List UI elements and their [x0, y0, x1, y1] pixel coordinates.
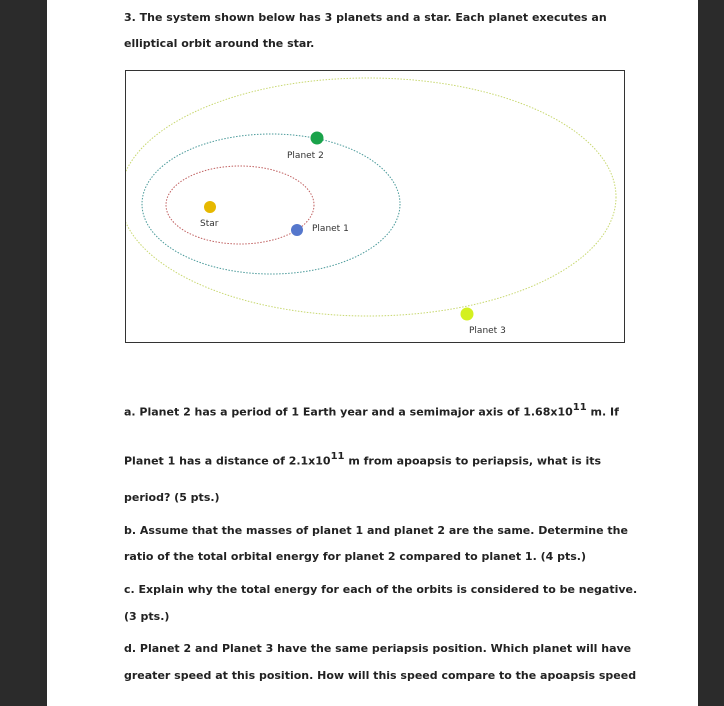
- planet-3-label: Planet 3: [469, 326, 506, 336]
- orbit-diagram-svg: [126, 71, 624, 342]
- planet-2-label: Planet 2: [287, 151, 324, 161]
- orbit-planet-2: [142, 134, 400, 274]
- question-a-line2: Planet 1 has a distance of $2.1x10^{11}$ m from apoapsis to periapsis, what is its: [124, 451, 602, 468]
- question-c-line2: (3 pts.): [124, 610, 170, 623]
- question-d-line2: greater speed at this position. How will this speed compare to the apoapsis speed: [124, 669, 637, 682]
- planet-2-marker: [311, 132, 324, 145]
- document-page: [47, 0, 698, 706]
- question-b-line2: ratio of the total orbital energy for planet 2 compared to planet 1. (4 pts.): [124, 550, 586, 563]
- exponent-a2: 11: [330, 451, 345, 462]
- question-d-line1: d. Planet 2 and Planet 3 have the same periapsis position. Which planet will have: [124, 642, 632, 655]
- question-b-line1: b. Assume that the masses of planet 1 and planet 2 are the same. Determine the: [124, 524, 628, 537]
- orbit-diagram: [125, 70, 625, 343]
- question-a-line1: a. Planet 2 has a period of 1 Earth year and a semimajor axis of $1.68x10^{11}$ m. If: [124, 402, 619, 419]
- star-label: Star: [200, 219, 219, 229]
- planet-1-marker: [291, 224, 303, 236]
- question-intro-line2: elliptical orbit around the star.: [124, 37, 315, 50]
- question-intro-line1: 3. The system shown below has 3 planets and a star. Each planet executes an: [124, 11, 607, 24]
- orbit-planet-3: [126, 78, 616, 316]
- planet-3-marker: [461, 308, 474, 321]
- question-c-line1: c. Explain why the total energy for each of the orbits is considered to be negative.: [124, 583, 638, 596]
- exponent-a1: 11: [572, 402, 587, 413]
- planet-1-label: Planet 1: [312, 224, 349, 234]
- star-marker: [204, 201, 216, 213]
- question-a-line3: period? (5 pts.): [124, 491, 220, 504]
